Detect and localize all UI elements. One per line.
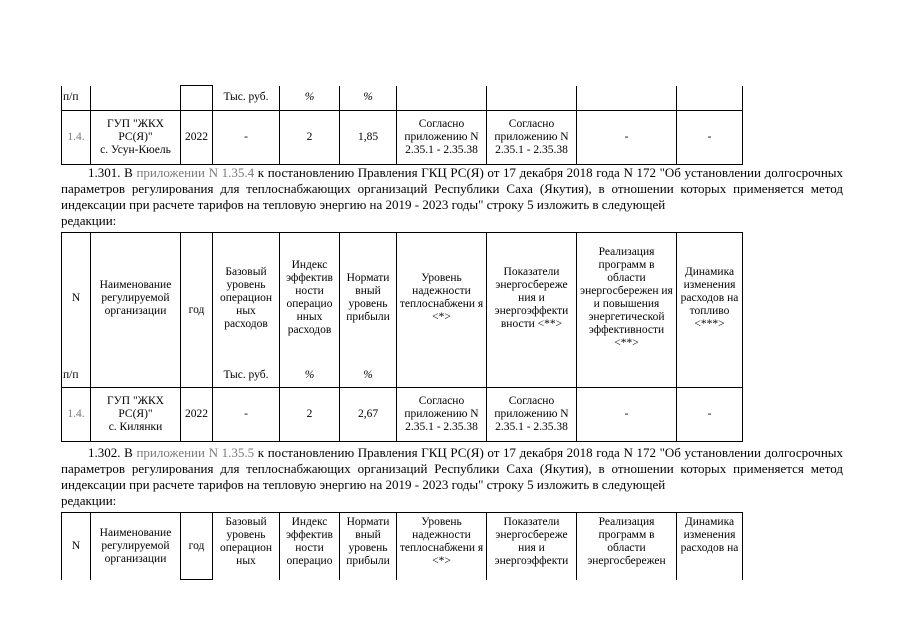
header-programs: Реализация программ в области энергосбережен ия и повышения энергетической эффективности <**> [577,233,677,364]
table-3 [61,512,743,580]
header-energy: Показатели энергосбереже ния и энергоэффекти вности <**> [487,233,577,364]
reliability: Согласно приложению N 2.35.1 - 2.35.38 [397,111,487,165]
units-row [62,364,743,388]
units-pct-1: % [280,86,340,111]
org-name: ГУП "ЖКХ РС(Я)" с. Килянки [91,388,181,442]
row-number: 1.4. [62,111,91,165]
units-pp: п/п [62,364,91,388]
appendix-link-1354[interactable]: приложении N 1.35.4 [136,165,255,180]
table-2 [61,232,743,442]
table-1-units-row [62,86,743,111]
header-year: год [181,233,213,388]
header-energy: Показатели энергосбереже ния и энергоэффекти [487,513,577,580]
units-pct-1: % [280,364,340,388]
header-row [62,513,743,580]
paragraph-1301: 1.301. В приложении N 1.35.4 к постановлению Правления ГКЦ РС(Я) от 17 декабря 2018 года N 172 "Об установлении долгосрочных параметров регулирования для теплоснабжающих организаций Республики Саха (Якутия), в отношении которых применяется метод индексации при расчете тарифов на тепловую энергию на 2019 - 2023 годы" строку 5 изложить в следующей редакции: [61,165,844,228]
header-n: N [62,513,91,580]
header-org: Наименование регулируемой организации [91,513,181,580]
header-n: N [62,233,91,364]
units-pct-2: % [340,86,397,111]
base-opex: - [213,111,280,165]
units-rub: Тыс. руб. [213,364,280,388]
table-1 [61,85,743,165]
fuel-dynamics: - [677,111,743,165]
header-year: год [181,513,213,580]
programs: - [577,111,677,165]
appendix-link-1355[interactable]: приложении N 1.35.5 [136,445,255,460]
table-row [62,388,743,442]
reliability: Согласно приложению N 2.35.1 - 2.35.38 [397,388,487,442]
profit-level: 2,67 [340,388,397,442]
efficiency-index: 2 [280,111,340,165]
header-index: Индекс эффектив ности операцио нных расходов [280,233,340,364]
header-index: Индекс эффектив ности операцио [280,513,340,580]
header-base: Базовый уровень операцион ных расходов [213,233,280,364]
energy-saving: Согласно приложению N 2.35.1 - 2.35.38 [487,111,577,165]
header-dynamics: Динамика изменения расходов на топливо <***> [677,233,743,364]
header-reliability: Уровень надежности теплоснабжени я <*> [397,233,487,364]
header-dynamics: Динамика изменения расходов на [677,513,743,580]
profit-level: 1,85 [340,111,397,165]
base-opex: - [213,388,280,442]
energy-saving: Согласно приложению N 2.35.1 - 2.35.38 [487,388,577,442]
header-reliability: Уровень надежности теплоснабжени я <*> [397,513,487,580]
org-name: ГУП "ЖКХ РС(Я)" с. Усун-Кюель [91,111,181,165]
header-row [62,233,743,364]
units-pct-2: % [340,364,397,388]
year: 2022 [181,111,213,165]
header-org: Наименование регулируемой организации [91,233,181,364]
header-profit: Нормати вный уровень прибыли [340,233,397,364]
efficiency-index: 2 [280,388,340,442]
fuel-dynamics: - [677,388,743,442]
programs: - [577,388,677,442]
year: 2022 [181,388,213,442]
header-programs: Реализация программ в области энергосбережен [577,513,677,580]
row-number: 1.4. [62,388,91,442]
paragraph-1302: 1.302. В приложении N 1.35.5 к постановлению Правления ГКЦ РС(Я) от 17 декабря 2018 года N 172 "Об установлении долгосрочных параметров регулирования для теплоснабжающих организаций Республики Саха (Якутия), в отношении которых применяется метод индексации при расчете тарифов на тепловую энергию на 2019 - 2023 годы" строку 5 изложить в следующей редакции: [61,445,844,508]
header-profit: Нормати вный уровень прибыли [340,513,397,580]
header-base: Базовый уровень операцион ных [213,513,280,580]
units-rub: Тыс. руб. [213,86,280,111]
table-row [62,111,743,165]
units-pp: п/п [62,86,91,111]
